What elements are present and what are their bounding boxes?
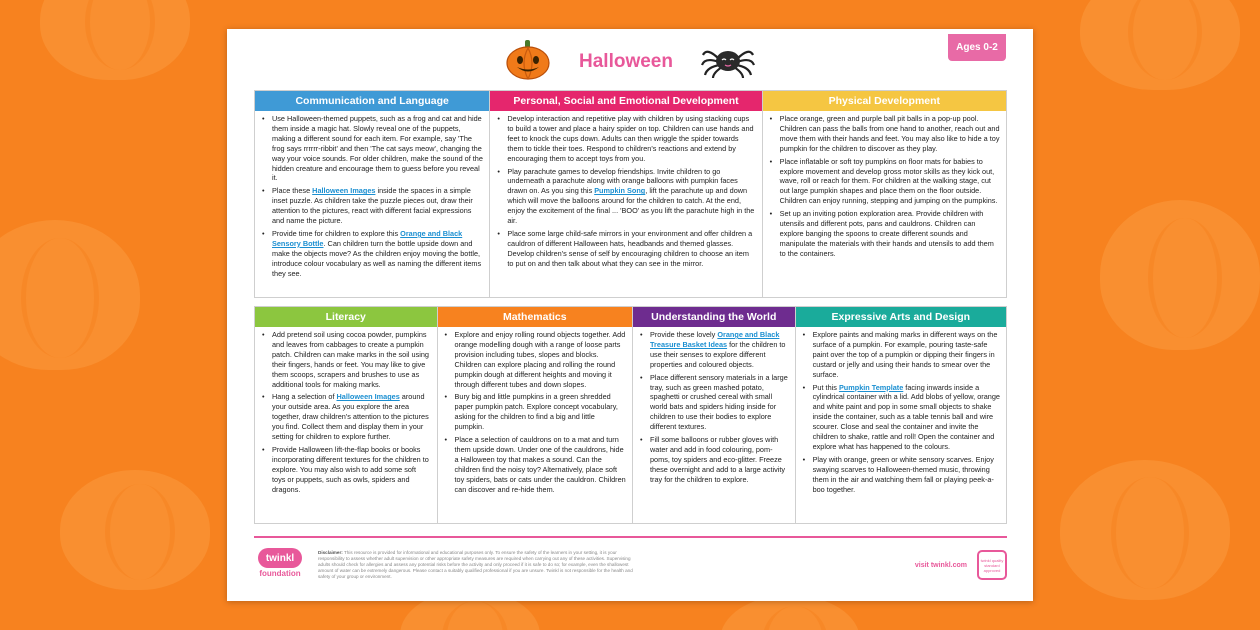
- list-item: • Explore and enjoy rolling round objects together. Add orange modelling dough with a range of loose parts provision including tubes, slopes and blocks. Children can explore placing and rolling the round pumpkin dough at different heights and moving it through different tubes and down slopes.: [443, 330, 626, 389]
- background-pumpkin-decoration: [40, 0, 190, 80]
- list-item: • Put this Pumpkin Template facing inwards inside a cylindrical container with a lid. Add blobs of yellow, orange and white paint and pop in some small objects to shake inside the container, such as a table tennis ball and wire scourer. Close and seal the container and invite the children to shake, rattle and roll! Open the container and explore what has happened to the colours.: [801, 383, 1000, 452]
- mathematics-heading: Mathematics: [438, 307, 632, 327]
- footer-divider: [254, 536, 1007, 538]
- list-item: • Develop interaction and repetitive play with children by using stacking cups to build a tower and place a hairy spider on top. Children can use hands and feet to knock the cups down. Adults can then wriggle the spider towards them to tickle their toes. Respond to children's reactions and extend by encouraging them to accept toys from you.: [495, 114, 755, 164]
- background-pumpkin-decoration: [0, 220, 140, 370]
- understanding-heading: Understanding the World: [633, 307, 795, 327]
- understanding-column: [633, 307, 796, 523]
- quality-standard-badge: twinkl quality standard approved: [977, 550, 1007, 580]
- spider-icon: [701, 41, 755, 84]
- halloween-images-link[interactable]: Halloween Images: [336, 392, 400, 402]
- physical-column: [763, 91, 1006, 297]
- list-item: • Place some large child-safe mirrors in your environment and offer children a cauldron of different Halloween hats, headbands and themed glasses. Develop children's sense of self by encouraging children to choose an item to put on and then talk about what they can see in the mirror.: [495, 229, 755, 269]
- background-pumpkin-decoration: [1060, 460, 1230, 600]
- communication-body: [255, 111, 489, 297]
- physical-heading: Physical Development: [763, 91, 1006, 111]
- background-pumpkin-decoration: [1100, 200, 1260, 350]
- pumpkin-icon: [505, 40, 551, 85]
- disclaimer: Disclaimer: This resource is provided for informational and educational purposes only. To ensure the safety of the learners in your setting, it is your responsibility to assess whether adult supervision or other appropriate safety measures are required when carrying out any of these activities. Supervising adults should check for allergies and assess any potential risks before the activity and only proceed if it is safe to do so; for example, even the shallowest amount of water can be extremely dangerous. Please contact a suitably qualified professional if you are unsure. Twinkl is not responsible for the health and safety of your group or environment.: [318, 550, 633, 579]
- pumpkin-song-link[interactable]: Pumpkin Song: [594, 186, 646, 196]
- expressive-body: [796, 327, 1006, 523]
- list-item: • Play with orange, green or white sensory scarves. Enjoy swaying scarves to Halloween-themed music, throwing them in the air and watching them fall or playing peek-a-boo together.: [801, 455, 1000, 495]
- list-item: • Set up an inviting potion exploration area. Provide children with utensils and different pots, pans and cauldrons. Children can explore banging the spoons to create different sounds and manipulate the materials with their hands and utensils to add them to the containers.: [768, 209, 1000, 259]
- list-item: • Provide Halloween lift-the-flap books or books incorporating different textures for the children to explore. You may also wish to add some soft toys or puppets, such as owls, spiders and dragons.: [260, 445, 431, 495]
- list-item: • Explore paints and making marks in different ways on the surface of a pumpkin. For example, pouring taste-safe paint over the top of a pumpkin or dipping their fingers in custard or jelly and using their hands to smear over the surface.: [801, 330, 1000, 380]
- treasure-basket-link[interactable]: Orange and Black Treasure Basket Ideas: [650, 330, 780, 349]
- list-item: • Play parachute games to develop friendships. Invite children to go underneath a parachute along with orange balloons with pumpkin faces drawn on. As you sing this Pumpkin Song, lift the parachute up and down which will move the balloons around for the children to catch. At the end, enjoy the excitement of the final ... 'BOO' as you lift the parachute high in the air.: [495, 167, 755, 226]
- literacy-column: [255, 307, 438, 523]
- personal-heading: Personal, Social and Emotional Development: [490, 91, 761, 111]
- visit-twinkl-link[interactable]: visit twinkl.com: [914, 561, 967, 569]
- footer: [254, 542, 1007, 588]
- list-item: • Hang a selection of Halloween Images around your outside area. As you explore the area together, draw children's attention to the pictures you find. Collect them and display them in your setting for children to explore further.: [260, 392, 431, 442]
- expressive-column: [796, 307, 1006, 523]
- mathematics-body: [438, 327, 632, 523]
- pumpkin-template-link[interactable]: Pumpkin Template: [838, 382, 904, 392]
- list-item: • Bury big and little pumpkins in a green shredded paper pumpkin patch. Explore concept vocabulary, asking for the children to find a big and little pumpkin.: [443, 392, 626, 432]
- background-pumpkin-decoration: [1080, 0, 1240, 90]
- list-item: • Add pretend soil using cocoa powder, pumpkins and leaves from cabbages to create a pumpkin patch. Children can make marks in the soil using their fingers, hands or feet. You may like to give them scoops, scrapers and brushes to use as additional tools for making marks.: [260, 330, 431, 389]
- list-item: • Place inflatable or soft toy pumpkins on floor mats for babies to explore movement and develop gross motor skills as they kick out, wave, roll or reach for them. For children at the walking stage, cut out large pumpkin shapes and place them on the floor outside. Children can enjoy running, stepping and jumping on the pumpkins.: [768, 157, 1000, 207]
- list-item: • Provide time for children to explore this Orange and Black Sensory Bottle. Can children turn the bottle upside down and make the objects move? As the children enjoy moving the bottle, introduce colour vocabulary as well as naming the different items they see.: [260, 229, 483, 279]
- physical-body: [763, 111, 1006, 297]
- communication-heading: Communication and Language: [255, 91, 489, 111]
- personal-body: [490, 111, 761, 297]
- list-item: • Place orange, green and purple ball pit balls in a pop-up pool. Children can pass the balls from one hand to another, reach out and move them with their hands and feet. You may also like to hide a toy pumpkin for the children to discover as they play.: [768, 114, 1000, 154]
- age-badge: Ages 0-2: [948, 34, 1006, 61]
- list-item: • Place different sensory materials in a large tray, such as green mashed potato, spaghetti or crushed cereal with small world bats and spiders hiding inside for children to use their bodies to explore different textures.: [638, 373, 789, 432]
- activity-sheet: [227, 29, 1033, 601]
- list-item: • Place these Halloween Images inside the spaces in a simple inset puzzle. As children take the puzzle pieces out, draw their attention to the pictures, react with different facial expressions and name the picture.: [260, 186, 483, 226]
- bottom-row-grid: [254, 306, 1007, 524]
- expressive-heading: Expressive Arts and Design: [796, 307, 1006, 327]
- list-item: • Provide these lovely Orange and Black Treasure Basket Ideas for the children to use their senses to explore different properties and coloured objects.: [638, 330, 789, 370]
- sheet-header: [227, 41, 1033, 83]
- literacy-body: [255, 327, 437, 523]
- personal-column: [490, 91, 762, 297]
- twinkl-foundation-logo[interactable]: twinkl foundation: [254, 548, 306, 582]
- page-title: Halloween: [579, 51, 673, 72]
- literacy-heading: Literacy: [255, 307, 437, 327]
- halloween-images-link[interactable]: Halloween Images: [312, 186, 376, 196]
- sensory-bottle-link[interactable]: Orange and Black Sensory Bottle: [272, 228, 463, 248]
- list-item: • Place a selection of cauldrons on to a mat and turn them upside down. Under one of the cauldrons, hide a Halloween toy that makes a sound. Can the children find the noisy toy? Alternatively, place soft toy spiders, bats or cats under the cauldron. Children can discover and re-hide them.: [443, 435, 626, 494]
- list-item: • Use Halloween-themed puppets, such as a frog and cat and hide them inside a magic hat. Slowly reveal one of the puppets, making a different sound for each item. For example, say 'The frog says rrrrrr-ribbit' and then 'The cat says meow', changing the way your voice sounds. For older children, make the sound of the hidden creature and encourage them to guess before you reveal it.: [260, 114, 483, 183]
- communication-column: [255, 91, 490, 297]
- background-pumpkin-decoration: [60, 470, 210, 590]
- list-item: • Fill some balloons or rubber gloves with water and add in food colouring, pom-poms, toy spiders and eco-glitter. Freeze these overnight and add to a large activity tray for the children to explore.: [638, 435, 789, 485]
- mathematics-column: [438, 307, 633, 523]
- understanding-body: [633, 327, 795, 523]
- top-row-grid: [254, 90, 1007, 298]
